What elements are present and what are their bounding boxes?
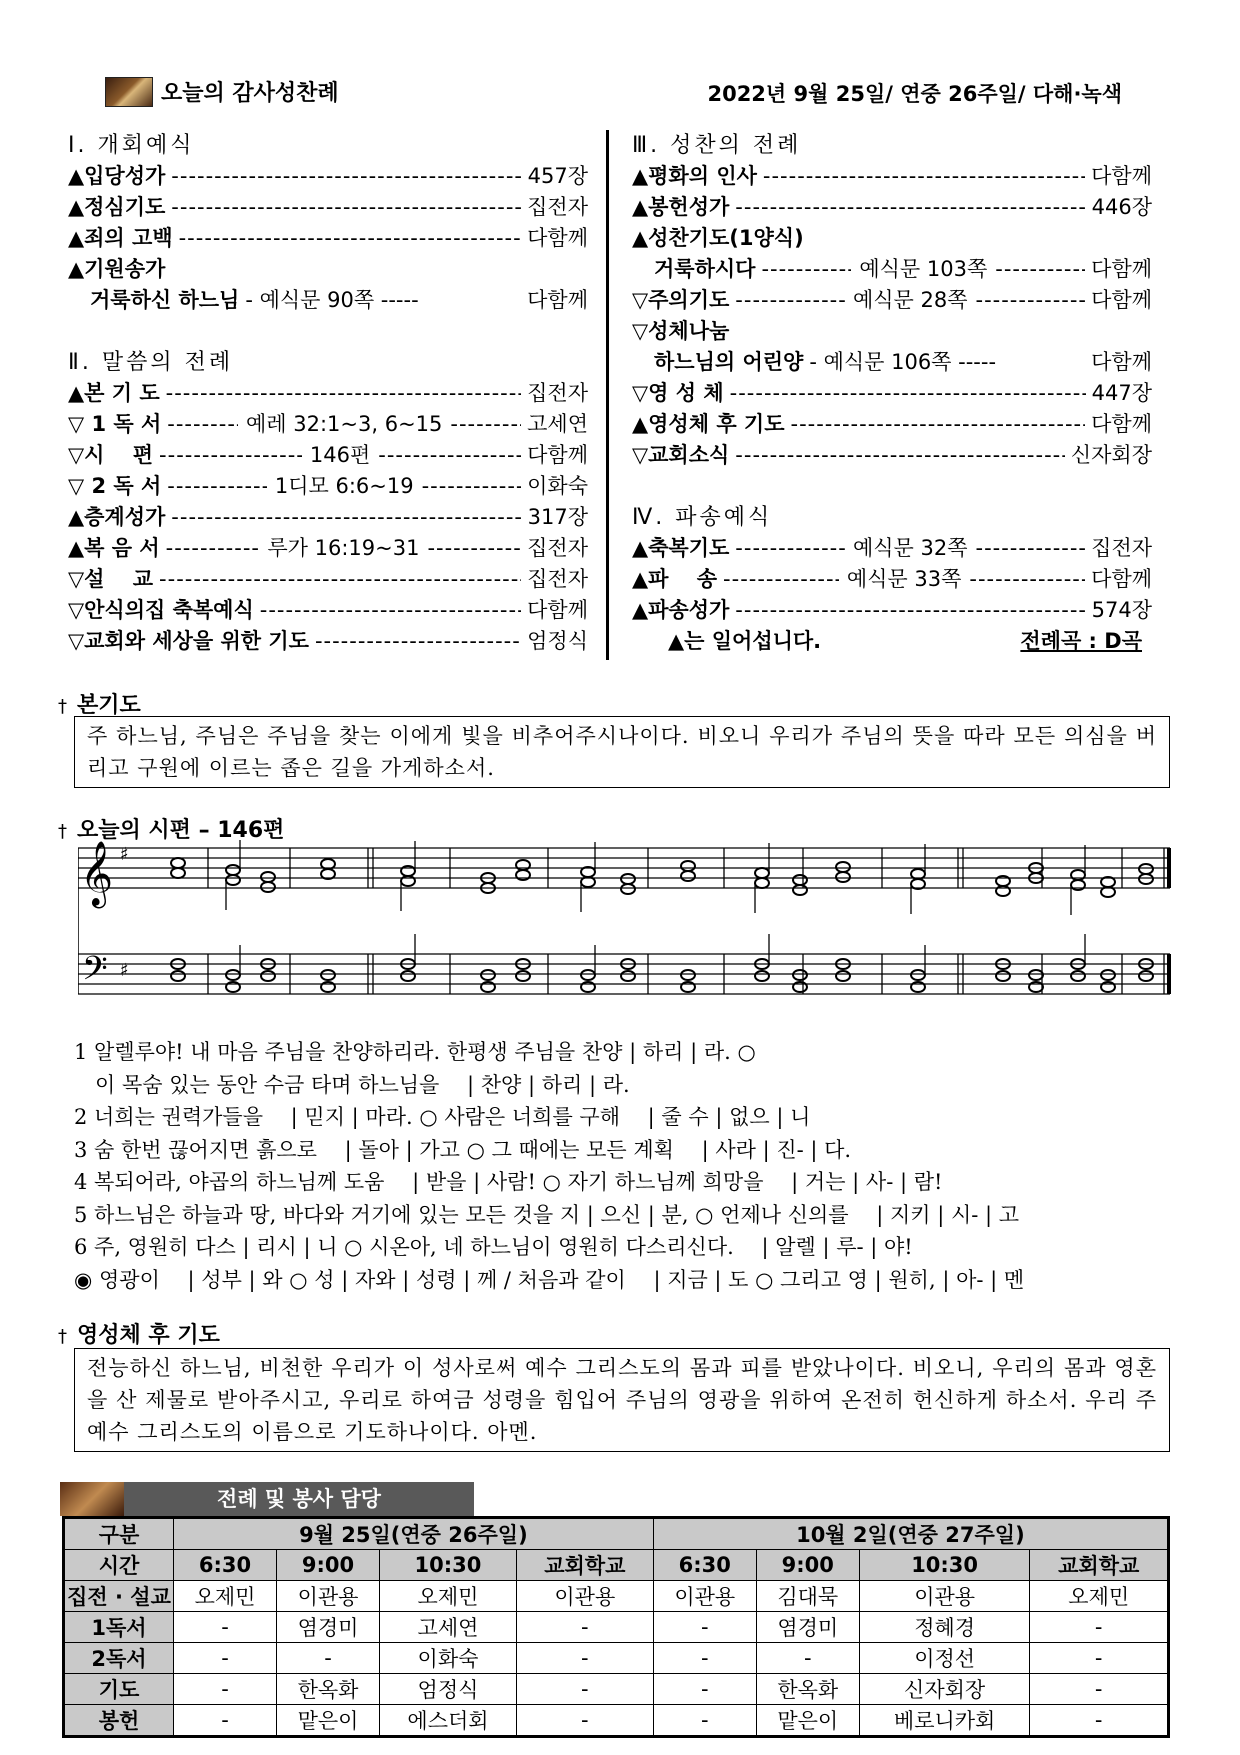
role-header: 1독서 <box>64 1612 174 1643</box>
order-item-label: ▽교회소식 <box>632 443 730 467</box>
order-item <box>632 285 1152 316</box>
table-cell: 베로니카회 <box>859 1705 1030 1737</box>
order-item-detail: 예레 32:1~3, 6~15 <box>246 412 443 436</box>
order-item-detail: 146편 <box>309 443 371 467</box>
order-item <box>632 161 1152 192</box>
order-item-value: 집전자 <box>527 567 588 591</box>
order-item <box>68 564 588 595</box>
standing-note-row <box>632 626 1152 657</box>
order-item-label: 거룩하신 하느님 <box>90 288 240 312</box>
table-cell: - <box>277 1643 380 1674</box>
table-cell: 오제민 <box>1030 1581 1169 1612</box>
table-cell: 이화숙 <box>380 1643 517 1674</box>
leader-dots <box>735 285 845 316</box>
order-item-value: 다함께 <box>1091 288 1153 312</box>
time-header: 10:30 <box>380 1550 517 1581</box>
order-item <box>68 409 588 440</box>
order-item-detail: 예식문 103쪽 <box>859 257 988 281</box>
svg-text:♯: ♯ <box>120 960 129 981</box>
order-item-detail: 1디모 6:6~19 <box>274 474 414 498</box>
order-item-label: ▲본 기 도 <box>68 381 160 405</box>
altar-photo-icon <box>105 77 153 107</box>
svg-text:♯: ♯ <box>120 844 129 865</box>
order-item-detail: 루가 16:19~31 <box>267 536 420 560</box>
time-header: 6:30 <box>653 1550 756 1581</box>
order-item-value: 신자회장 <box>1070 443 1152 467</box>
column-divider <box>606 130 609 660</box>
section-title: Ⅱ. 말씀의 전례 <box>68 350 234 375</box>
leader-dots <box>730 378 1086 409</box>
order-item-value: 집전자 <box>527 195 588 219</box>
order-item-label: ▲복 음 서 <box>68 536 160 560</box>
table-cell: - <box>174 1612 277 1643</box>
order-item <box>68 223 588 254</box>
cross-icon: † <box>58 696 67 717</box>
table-cell: - <box>756 1643 859 1674</box>
order-item-label: ▽시 편 <box>68 443 154 467</box>
collect-heading: † 본기도 <box>58 693 141 718</box>
table-cell: 김대묵 <box>756 1581 859 1612</box>
time-header: 9:00 <box>277 1550 380 1581</box>
bulletin-date: 2022년 9월 25일/ 연중 26주일/ 다해·녹색 <box>707 82 1122 106</box>
order-item-detail: - 예식문 90쪽 ----- <box>245 288 419 312</box>
order-item-label: ▲성찬기도(1양식) <box>632 226 804 250</box>
psalm-verses <box>74 1036 1024 1296</box>
cross-icon: † <box>58 1326 67 1347</box>
order-item-label: ▲축복기도 <box>632 536 730 560</box>
role-header: 봉헌 <box>64 1705 174 1737</box>
order-item-value: 다함께 <box>1091 567 1153 591</box>
leader-dots <box>166 378 522 409</box>
leader-dots <box>976 533 1086 564</box>
order-item-value: 집전자 <box>527 536 588 560</box>
leader-dots <box>171 502 521 533</box>
leader-dots <box>260 595 521 626</box>
leader-dots <box>969 564 1085 595</box>
table-cell: 오제민 <box>174 1581 277 1612</box>
order-item-label: ▲기원송가 <box>68 257 166 281</box>
table-row <box>64 1705 1169 1737</box>
table-cell: 이정선 <box>859 1643 1030 1674</box>
week-header: 9월 25일(연중 26주일) <box>174 1518 654 1550</box>
leader-dots <box>735 192 1085 223</box>
order-item <box>632 378 1152 409</box>
table-cell: - <box>516 1643 653 1674</box>
order-item <box>68 192 588 223</box>
order-item-label: ▲입당성가 <box>68 164 166 188</box>
leader-dots <box>378 440 521 471</box>
order-item-value: 다함께 <box>1091 164 1152 188</box>
table-cell: - <box>174 1643 277 1674</box>
schedule-heading <box>60 1482 474 1516</box>
order-item-value: 집전자 <box>527 381 588 405</box>
table-cell: - <box>174 1705 277 1737</box>
cross-icon: † <box>58 821 67 842</box>
time-header: 10:30 <box>859 1550 1030 1581</box>
preacher-photo-icon <box>60 1482 124 1516</box>
table-row <box>64 1674 1169 1705</box>
table-cell: 이관용 <box>516 1581 653 1612</box>
table-cell: 엄정식 <box>380 1674 517 1705</box>
rite-note: 전례곡 : D곡 <box>1020 629 1142 653</box>
psalm-verse: ◉ 영광이 | 성부 | 와 ○ 성 | 자와 | 성령 | 께 / 처음과 같이 | 지금 | 도 ○ 그리고 영 | 원히, | 아- | 멘 <box>74 1267 1025 1292</box>
leader-dots <box>315 626 521 657</box>
table-cell: 오제민 <box>380 1581 517 1612</box>
time-header: 교회학교 <box>516 1550 653 1581</box>
order-item-label: ▽설 교 <box>68 567 154 591</box>
leader-dots <box>976 285 1086 316</box>
order-item <box>632 533 1152 564</box>
order-item <box>68 161 588 192</box>
order-item <box>632 316 1152 347</box>
order-item-value: 집전자 <box>1091 536 1153 560</box>
order-item-detail: 예식문 28쪽 <box>852 288 968 312</box>
treble-clef-icon: 𝄞 <box>80 841 114 906</box>
order-item-value: 다함께 <box>527 598 588 622</box>
table-cell: 맡은이 <box>756 1705 859 1737</box>
order-item <box>68 285 588 316</box>
section-title: Ⅲ. 성찬의 전례 <box>632 133 802 158</box>
section-title: Ⅳ. 파송예식 <box>632 505 773 530</box>
psalm-verse: 이 목숨 있는 동안 수금 타며 하느님을 | 찬양 | 하리 | 라. <box>74 1072 630 1097</box>
order-item <box>68 254 588 285</box>
table-row <box>64 1612 1169 1643</box>
order-item-value: 이화숙 <box>527 474 588 498</box>
leader-dots <box>159 564 521 595</box>
order-item <box>632 223 1152 254</box>
order-item <box>632 409 1152 440</box>
leader-dots <box>735 533 845 564</box>
psalm-heading: † 오늘의 시편 – 146편 <box>58 818 285 843</box>
leader-dots <box>450 409 521 440</box>
order-item-label: ▲층계성가 <box>68 505 166 529</box>
table-row <box>64 1550 1169 1581</box>
order-item-value: 다함께 <box>1091 350 1152 374</box>
psalm-chant-score <box>78 838 1174 1028</box>
role-header: 기도 <box>64 1674 174 1705</box>
table-cell: 염경미 <box>277 1612 380 1643</box>
order-item <box>68 595 588 626</box>
table-row <box>64 1581 1169 1612</box>
order-item <box>68 440 588 471</box>
order-item-value: 다함께 <box>1091 412 1152 436</box>
order-item-value: 고세연 <box>527 412 588 436</box>
table-corner-header: 구분 <box>64 1518 174 1550</box>
table-cell: - <box>1030 1674 1169 1705</box>
role-header: 집전 · 설교 <box>64 1581 174 1612</box>
order-item <box>632 347 1152 378</box>
order-item <box>632 192 1152 223</box>
bass-clef-icon: 𝄢 <box>82 950 108 996</box>
section-title: Ⅰ. 개회예식 <box>68 133 195 158</box>
order-item-label: ▲죄의 고백 <box>68 226 173 250</box>
order-item <box>68 378 588 409</box>
psalm-verse: 6 주, 영원히 다스 | 리시 | 니 ○ 시온아, 네 하느님이 영원히 다스리신다. | 알렐 | 루- | 야! <box>74 1235 913 1259</box>
order-item-label: ▲정심기도 <box>68 195 166 219</box>
order-item-label: ▲파 송 <box>632 567 718 591</box>
order-item <box>68 533 588 564</box>
table-cell: - <box>653 1643 756 1674</box>
order-item <box>632 564 1152 595</box>
table-cell: - <box>653 1705 756 1737</box>
leader-dots <box>171 192 521 223</box>
leader-dots <box>427 533 521 564</box>
table-cell: - <box>516 1612 653 1643</box>
schedule-table <box>62 1516 1170 1738</box>
order-item-label: ▽성체나눔 <box>632 319 730 343</box>
order-item-detail: 예식문 33쪽 <box>846 567 962 591</box>
table-cell: 맡은이 <box>277 1705 380 1737</box>
table-cell: - <box>1030 1643 1169 1674</box>
table-row <box>64 1643 1169 1674</box>
table-cell: 고세연 <box>380 1612 517 1643</box>
order-item-label: 거룩하시다 <box>654 257 756 281</box>
leader-dots <box>167 409 238 440</box>
order-item-value: 317장 <box>527 505 588 529</box>
order-item <box>632 595 1152 626</box>
table-row <box>64 1518 1169 1550</box>
leader-dots <box>735 440 1065 471</box>
order-item <box>68 502 588 533</box>
table-cell: - <box>1030 1705 1169 1737</box>
table-cell: - <box>653 1612 756 1643</box>
order-item-value: 다함께 <box>527 288 588 312</box>
order-left-column <box>68 130 588 657</box>
table-cell: 한옥화 <box>277 1674 380 1705</box>
order-item-detail: 예식문 32쪽 <box>852 536 968 560</box>
order-item-label: ▲파송성가 <box>632 598 730 622</box>
table-cell: 이관용 <box>277 1581 380 1612</box>
schedule-title: 전례 및 봉사 담당 <box>124 1482 474 1516</box>
leader-dots <box>166 533 260 564</box>
table-cell: 에스더회 <box>380 1705 517 1737</box>
order-item-label: 하느님의 어린양 <box>654 350 804 374</box>
collect-text: 주 하느님, 주님은 주님을 찾는 이에게 빛을 비추어주시나이다. 비오니 우리가 주님의 뜻을 따라 모든 의심을 버리고 구원에 이르는 좁은 길을 가게하소서. <box>74 716 1170 788</box>
order-item-label: ▽안식의집 축복예식 <box>68 598 254 622</box>
order-item-value: 엄정식 <box>527 629 588 653</box>
psalm-verse: 1 알렐루야! 내 마음 주님을 찬양하리라. 한평생 주님을 찬양 | 하리 | 라. ○ <box>74 1040 756 1064</box>
order-item <box>68 471 588 502</box>
psalm-verse: 5 하느님은 하늘과 땅, 바다와 거기에 있는 모든 것을 지 | 으신 | 분, ○ 언제나 신의를 | 지키 | 시- | 고 <box>74 1202 1020 1227</box>
order-item-value: 447장 <box>1091 381 1152 405</box>
order-item-detail: - 예식문 106쪽 ----- <box>809 350 997 374</box>
table-cell: - <box>516 1705 653 1737</box>
table-cell: 이관용 <box>859 1581 1030 1612</box>
leader-dots <box>723 564 839 595</box>
role-header: 2독서 <box>64 1643 174 1674</box>
leader-dots <box>791 409 1086 440</box>
leader-dots <box>761 254 851 285</box>
table-cell: 정혜경 <box>859 1612 1030 1643</box>
psalm-verse: 2 너희는 권력가들을 | 믿지 | 마라. ○ 사람은 너희를 구해 | 줄 수 | 없으 | 니 <box>74 1105 811 1129</box>
time-row-header: 시간 <box>64 1550 174 1581</box>
order-item-value: 446장 <box>1091 195 1152 219</box>
order-item-label: ▽주의기도 <box>632 288 730 312</box>
postcommunion-text: 전능하신 하느님, 비천한 우리가 이 성사로써 예수 그리스도의 몸과 피를 받았나이다. 비오니, 우리의 몸과 영혼을 산 제물로 받아주시고, 우리로 하여금 성령을 힘입어 주님의 영광을 위하여 온전히 헌신하게 하소서. 우리 주 예수 그리스도의 이름으로 기도하나이다. 아멘. <box>74 1348 1170 1452</box>
leader-dots <box>763 161 1085 192</box>
table-cell: - <box>174 1674 277 1705</box>
leader-dots <box>995 254 1085 285</box>
order-item-value: 다함께 <box>527 443 588 467</box>
leader-dots <box>422 471 522 502</box>
standing-note: ▲는 일어섭니다. <box>668 629 822 653</box>
order-item-label: ▽영 성 체 <box>632 381 724 405</box>
leader-dots <box>171 161 521 192</box>
order-item-value: 574장 <box>1091 598 1152 622</box>
order-item-label: ▲봉헌성가 <box>632 195 730 219</box>
order-item <box>632 254 1152 285</box>
leader-dots <box>179 223 522 254</box>
time-header: 6:30 <box>174 1550 277 1581</box>
order-item <box>632 440 1152 471</box>
leader-dots <box>167 471 267 502</box>
psalm-verse: 4 복되어라, 야곱의 하느님께 도움 | 받을 | 사람! ○ 자기 하느님께 희망을 | 거는 | 사- | 람! <box>74 1170 943 1194</box>
time-header: 교회학교 <box>1030 1550 1169 1581</box>
psalm-verse: 3 숨 한번 끊어지면 흙으로 | 돌아 | 가고 ○ 그 때에는 모든 계획 | 사라 | 진- | 다. <box>74 1137 852 1162</box>
table-cell: - <box>516 1674 653 1705</box>
order-item-value: 다함께 <box>1091 257 1153 281</box>
table-cell: 염경미 <box>756 1612 859 1643</box>
order-item-value: 다함께 <box>527 226 588 250</box>
bulletin-title-text: 오늘의 감사성찬례 <box>161 81 339 106</box>
postcommunion-heading: † 영성체 후 기도 <box>58 1323 220 1348</box>
leader-dots <box>159 440 302 471</box>
order-item-value: 457장 <box>527 164 588 188</box>
order-item-label: ▽ 2 독 서 <box>68 474 162 498</box>
leader-dots <box>735 595 1085 626</box>
order-item-label: ▽ 1 독 서 <box>68 412 162 436</box>
table-cell: 한옥화 <box>756 1674 859 1705</box>
order-item-label: ▽교회와 세상을 위한 기도 <box>68 629 309 653</box>
order-right-column <box>632 130 1152 657</box>
table-cell: - <box>1030 1612 1169 1643</box>
order-item-label: ▲평화의 인사 <box>632 164 757 188</box>
week-header: 10월 2일(연중 27주일) <box>653 1518 1168 1550</box>
table-cell: - <box>653 1674 756 1705</box>
order-item <box>68 626 588 657</box>
bulletin-title <box>105 76 339 107</box>
time-header: 9:00 <box>756 1550 859 1581</box>
table-cell: 신자회장 <box>859 1674 1030 1705</box>
order-item-label: ▲영성체 후 기도 <box>632 412 785 436</box>
table-cell: 이관용 <box>653 1581 756 1612</box>
